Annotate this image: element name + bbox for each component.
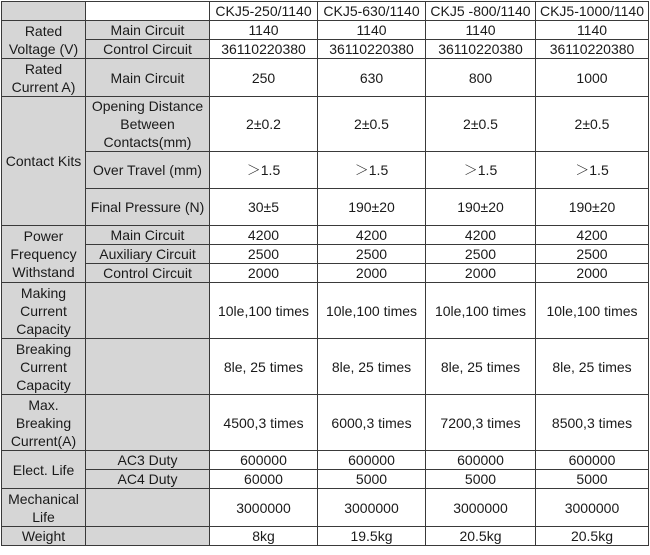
- table-cell: 4200: [536, 226, 649, 245]
- weight-sub: [86, 527, 210, 546]
- table-row: [2, 451, 649, 470]
- table-cell: 3000000: [318, 489, 426, 527]
- table-cell: 2500: [318, 245, 426, 264]
- table-cell: 5000: [536, 470, 649, 489]
- table-cell: 600000: [426, 451, 536, 470]
- table-cell: 600000: [318, 451, 426, 470]
- ac3-duty-label: AC3 Duty: [86, 451, 210, 470]
- table-cell: 600000: [210, 451, 318, 470]
- over-travel-label: Over Travel (mm): [86, 152, 210, 189]
- table-row: [2, 395, 649, 451]
- table-cell: 36110220380: [536, 40, 649, 59]
- table-cell: 60000: [210, 470, 318, 489]
- table-cell: 2500: [426, 245, 536, 264]
- header-cell-empty-1: [2, 2, 86, 21]
- table-cell: 2500: [536, 245, 649, 264]
- table-cell: 4200: [426, 226, 536, 245]
- table-row: [2, 21, 649, 40]
- table-cell: 190±20: [536, 189, 649, 226]
- elect-life-label: Elect. Life: [2, 451, 86, 489]
- table-cell: 36110220380: [210, 40, 318, 59]
- max-breaking-label: Max. Breaking Current(A): [2, 395, 86, 451]
- table-cell: 10le,100 times: [318, 283, 426, 339]
- table-row: [2, 245, 649, 264]
- table-cell: 30±5: [210, 189, 318, 226]
- rated-voltage-main-label: Main Circuit: [86, 21, 210, 40]
- table-cell: 5000: [318, 470, 426, 489]
- header-model-1: CKJ5-250/1140: [210, 2, 318, 21]
- max-breaking-sub: [86, 395, 210, 451]
- ac4-duty-label: AC4 Duty: [86, 470, 210, 489]
- table-cell: 2000: [536, 264, 649, 283]
- table-cell: 19.5kg: [318, 527, 426, 546]
- spec-table: [1, 1, 649, 546]
- table-cell: ＞1.5: [536, 152, 649, 189]
- table-cell: ＞1.5: [210, 152, 318, 189]
- pf-control-label: Control Circuit: [86, 264, 210, 283]
- table-row: [2, 40, 649, 59]
- table-row: [2, 189, 649, 226]
- table-cell: 8500,3 times: [536, 395, 649, 451]
- table-cell: 3000000: [426, 489, 536, 527]
- table-row: [2, 527, 649, 546]
- table-cell: 2±0.5: [318, 97, 426, 152]
- table-cell: 5000: [426, 470, 536, 489]
- rated-voltage-label: Rated Voltage (V): [2, 21, 86, 59]
- table-cell: ＞1.5: [318, 152, 426, 189]
- breaking-capacity-label: Breaking Current Capacity: [2, 339, 86, 395]
- table-row: [2, 339, 649, 395]
- table-cell: 800: [426, 59, 536, 97]
- table-cell: 2500: [210, 245, 318, 264]
- table-cell: 36110220380: [426, 40, 536, 59]
- making-capacity-label: Making Current Capacity: [2, 283, 86, 339]
- table-cell: 600000: [536, 451, 649, 470]
- pf-aux-label: Auxiliary Circuit: [86, 245, 210, 264]
- opening-distance-label: Opening Distance Between Contacts(mm): [86, 97, 210, 152]
- table-cell: 20.5kg: [536, 527, 649, 546]
- table-cell: 4200: [210, 226, 318, 245]
- table-cell: 4200: [318, 226, 426, 245]
- table-row: [2, 470, 649, 489]
- table-cell: 1000: [536, 59, 649, 97]
- table-cell: 20.5kg: [426, 527, 536, 546]
- power-frequency-label: Power Frequency Withstand: [2, 226, 86, 283]
- table-cell: 6000,3 times: [318, 395, 426, 451]
- table-cell: 36110220380: [318, 40, 426, 59]
- table-row: [2, 264, 649, 283]
- table-cell: 250: [210, 59, 318, 97]
- table-row: [2, 97, 649, 152]
- table-cell: 8kg: [210, 527, 318, 546]
- header-cell-empty-2: [86, 2, 210, 21]
- breaking-capacity-sub: [86, 339, 210, 395]
- table-cell: 1140: [536, 21, 649, 40]
- table-row: [2, 59, 649, 97]
- table-cell: ＞1.5: [426, 152, 536, 189]
- table-cell: 8le, 25 times: [536, 339, 649, 395]
- table-row: [2, 152, 649, 189]
- table-cell: 10le,100 times: [210, 283, 318, 339]
- pf-main-label: Main Circuit: [86, 226, 210, 245]
- final-pressure-label: Final Pressure (N): [86, 189, 210, 226]
- table-cell: 8le, 25 times: [426, 339, 536, 395]
- header-model-4: CKJ5-1000/1140: [536, 2, 649, 21]
- rated-voltage-control-label: Control Circuit: [86, 40, 210, 59]
- table-cell: 8le, 25 times: [318, 339, 426, 395]
- table-cell: 1140: [426, 21, 536, 40]
- rated-current-main-label: Main Circuit: [86, 59, 210, 97]
- rated-current-label: Rated Current A): [2, 59, 86, 97]
- table-row: [2, 489, 649, 527]
- table-cell: 190±20: [318, 189, 426, 226]
- table-cell: 7200,3 times: [426, 395, 536, 451]
- mechanical-life-label: Mechanical Life: [2, 489, 86, 527]
- table-cell: 3000000: [536, 489, 649, 527]
- header-model-2: CKJ5-630/1140: [318, 2, 426, 21]
- contact-kits-label: Contact Kits: [2, 97, 86, 226]
- table-cell: 630: [318, 59, 426, 97]
- table-cell: 1140: [318, 21, 426, 40]
- table-cell: 10le,100 times: [426, 283, 536, 339]
- table-cell: 2±0.5: [426, 97, 536, 152]
- making-capacity-sub: [86, 283, 210, 339]
- table-cell: 1140: [210, 21, 318, 40]
- header-model-3: CKJ5 -800/1140: [426, 2, 536, 21]
- weight-label: Weight: [2, 527, 86, 546]
- table-cell: 2±0.5: [536, 97, 649, 152]
- table-cell: 190±20: [426, 189, 536, 226]
- table-cell: 4500,3 times: [210, 395, 318, 451]
- table-cell: 2±0.2: [210, 97, 318, 152]
- table-cell: 2000: [318, 264, 426, 283]
- table-row: [2, 283, 649, 339]
- table-row: [2, 226, 649, 245]
- header-row: [2, 2, 649, 21]
- mechanical-life-sub: [86, 489, 210, 527]
- table-cell: 8le, 25 times: [210, 339, 318, 395]
- table-cell: 3000000: [210, 489, 318, 527]
- table-cell: 2000: [426, 264, 536, 283]
- table-cell: 2000: [210, 264, 318, 283]
- table-cell: 10le,100 times: [536, 283, 649, 339]
